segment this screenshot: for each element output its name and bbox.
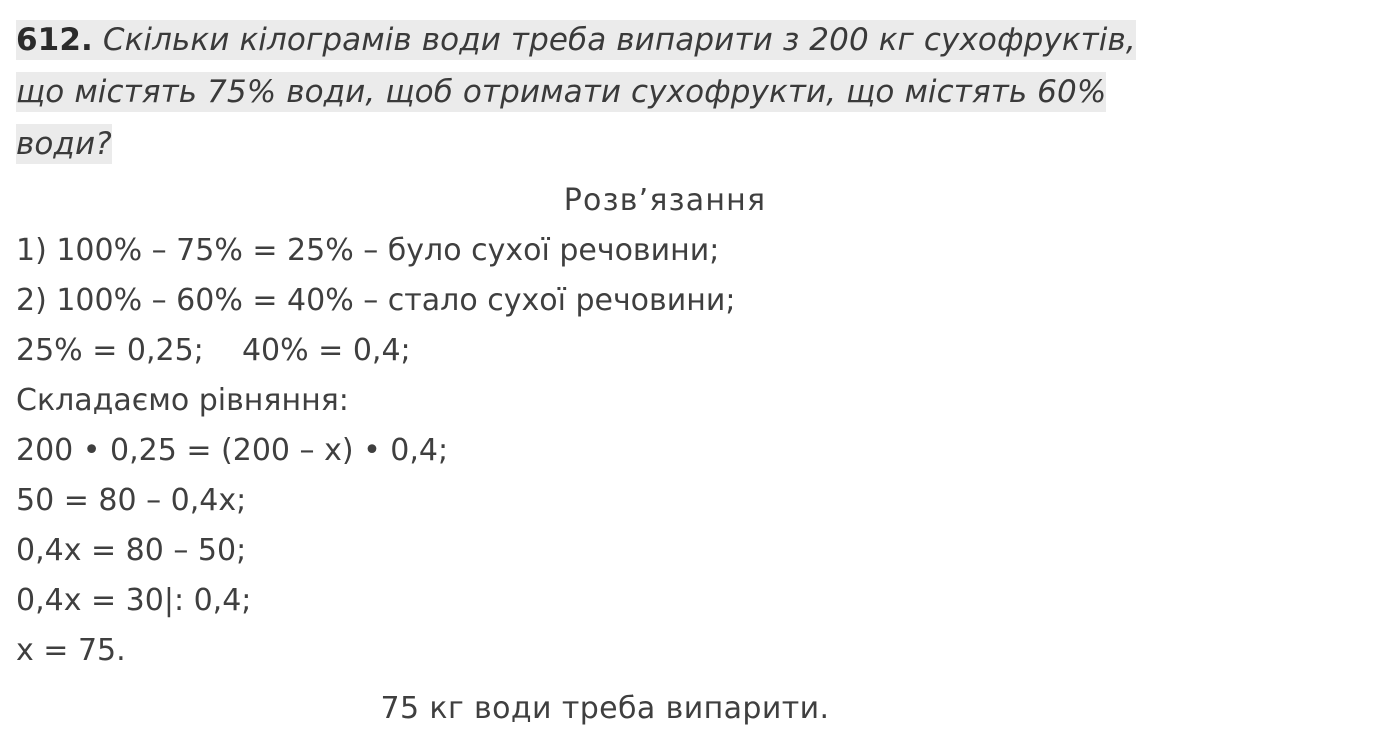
solution-step: 0,4x = 80 – 50; xyxy=(16,533,247,568)
solution-step: 2) 100% – 60% = 40% – стало сухої речовини; xyxy=(16,283,736,318)
problem-text-line-3: води? xyxy=(16,126,112,162)
problem-text-line-1: Скільки кілограмів води треба випарити з 200 кг сухофруктів, xyxy=(102,22,1136,58)
problem-text-line-2: що містять 75% води, щоб отримати сухофрукти, що містять 60% xyxy=(16,74,1107,110)
problem-statement xyxy=(0,0,1390,170)
solution-step: 200 • 0,25 = (200 – x) • 0,4; xyxy=(16,433,449,468)
solution-block xyxy=(0,176,1390,734)
solution-step: 1) 100% – 75% = 25% – було сухої речовини; xyxy=(16,233,720,268)
solution-step: Складаємо рівняння: xyxy=(16,383,349,418)
solution-answer: 75 кг води треба випарити. xyxy=(380,691,830,726)
solution-heading: Розв’язання xyxy=(563,183,767,218)
solution-step: 50 = 80 – 0,4x; xyxy=(16,483,247,518)
problem-number: 612. xyxy=(16,22,93,58)
solution-step: 0,4x = 30|: 0,4; xyxy=(16,583,252,618)
solution-step: 25% = 0,25; 40% = 0,4; xyxy=(16,333,411,368)
solution-step: x = 75. xyxy=(16,633,126,668)
